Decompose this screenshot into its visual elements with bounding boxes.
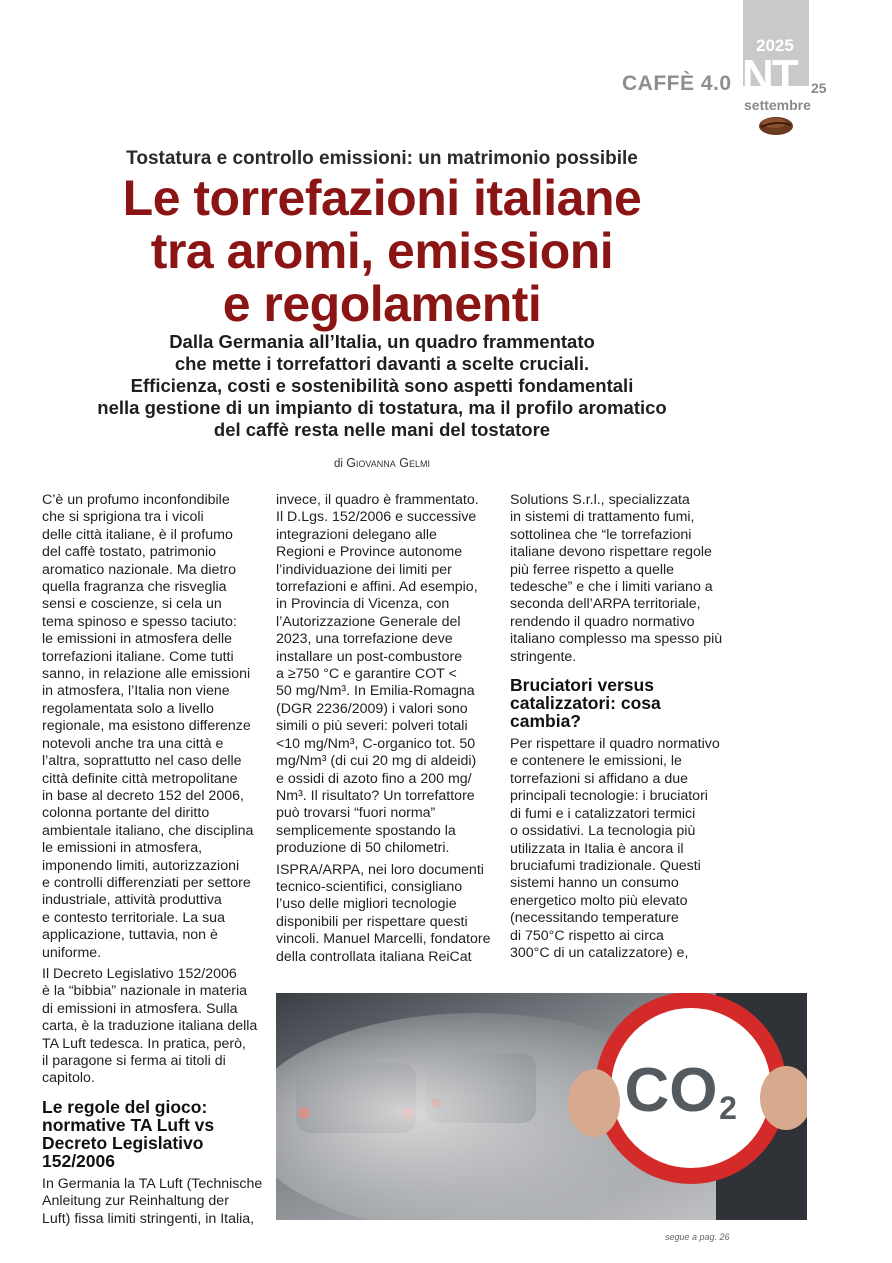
text-line: normative TA Luft vs: [42, 1114, 215, 1135]
text-line: italiane devono rispettare regole: [510, 544, 712, 561]
text-line: principali tecnologie: i bruciatori: [510, 788, 708, 805]
text-line: cambia?: [510, 711, 581, 732]
text-line: imponendo limiti, autorizzazioni: [42, 857, 240, 874]
issue-year: 2025: [756, 36, 794, 55]
paragraph: [510, 736, 732, 962]
page-number: 25: [811, 80, 827, 96]
text-line: TA Luft tedesca. In pratica, però,: [42, 1035, 246, 1052]
text-line: il paragone si ferma ai titoli di: [42, 1053, 226, 1069]
hand: [568, 1069, 620, 1137]
text-line: l’uso delle migliori tecnologie: [276, 896, 457, 913]
text-line: a ≥750 °C e garantire COT <: [276, 666, 457, 683]
text-line: Solutions S.r.l., specializzata: [510, 492, 690, 508]
text-line: di emissioni in atmosfera. Sulla: [42, 1000, 238, 1017]
paragraph: [510, 492, 732, 666]
text-line: (necessitando temperature: [510, 910, 679, 927]
deck: [60, 331, 704, 441]
paragraph: [276, 492, 498, 858]
text-line: seconda dell’ARPA territoriale,: [510, 596, 701, 613]
text-line: Luft) fissa limiti stringenti, in Italia,: [42, 1210, 255, 1227]
text-line: tedesche” e che i limiti variano a: [510, 579, 713, 596]
headline-line: tra aromi, emissioni: [150, 223, 614, 279]
text-line: disponibili per rispettare questi: [276, 913, 468, 930]
headline-line: e regolamenti: [222, 276, 542, 332]
text-line: delle città italiane, è il profumo: [42, 526, 233, 543]
text-line: e contesto territoriale. La sua: [42, 909, 225, 926]
headline-line: Le torrefazioni italiane: [122, 170, 642, 226]
text-line: (DGR 2236/2009) i valori sono: [276, 700, 468, 717]
text-line: sistemi hanno un consumo: [510, 875, 679, 892]
text-line: 2023, una torrefazione deve: [276, 631, 453, 648]
text-line: vincoli. Manuel Marcelli, fondatore: [276, 931, 491, 948]
text-line: aromatico nazionale. Ma dietro: [42, 561, 236, 578]
text-line: ambientale italiano, che disciplina: [42, 822, 254, 839]
text-line: torrefazioni italiane. Come tutti: [42, 648, 234, 665]
text-line: In Germania la TA Luft (Technische: [42, 1175, 263, 1192]
text-line: sottolinea che “le torrefazioni: [510, 526, 692, 543]
text-line: notevoli anche tra una città e: [42, 735, 224, 752]
column-1: [42, 492, 264, 1232]
byline: [0, 456, 764, 470]
text-line: <10 mg/Nm³, C-organico tot. 50: [276, 735, 476, 752]
text-line: di 750°C rispetto ai circa: [510, 927, 664, 944]
text-line: in atmosfera, l’Italia non viene: [42, 683, 230, 700]
text-line: le emissioni in atmosfera delle: [42, 631, 233, 648]
text-line: installare un post-combustore: [276, 648, 463, 665]
byline-prefix: di: [334, 458, 343, 470]
text-line: semplicemente spostando la: [276, 822, 456, 839]
text-line: Nm³. Il risultato? Un torrefattore: [276, 787, 475, 804]
text-line: è la “bibbia” nazionale in materia: [42, 983, 248, 1000]
text-line: mg/Nm³ (di cui 20 mg di aldeidi): [276, 753, 477, 770]
magazine-logo: NT: [742, 51, 797, 100]
text-line: produzione di 50 chilometri.: [276, 840, 450, 857]
text-line: può trovarsi “fuori norma”: [276, 805, 436, 822]
text-line: Il Decreto Legislativo 152/2006: [42, 965, 237, 982]
paragraph: [42, 1176, 264, 1228]
text-line: Le regole del gioco:: [42, 1096, 208, 1117]
text-line: capitolo.: [42, 1070, 95, 1087]
text-line: invece, il quadro è frammentato.: [276, 492, 479, 508]
text-line: quella fragranza che risveglia: [42, 579, 227, 596]
deck-line: Efficienza, costi e sostenibilità sono aspetti fondamentali: [130, 375, 634, 396]
text-line: Il D.Lgs. 152/2006 e successive: [276, 509, 477, 526]
text-line: che si sprigiona tra i vicoli: [42, 509, 204, 526]
text-line: le emissioni in atmosfera,: [42, 840, 203, 857]
continue-note: segue a pag. 26: [665, 1232, 730, 1242]
byline-author: Giovanna Gelmi: [346, 456, 430, 470]
text-line: e controlli differenziati per settore: [42, 874, 251, 891]
deck-line: che mette i torrefattori davanti a scelte cruciali.: [174, 353, 590, 374]
text-line: e contenere le emissioni, le: [510, 753, 682, 770]
text-line: regolamentata solo a livello: [42, 700, 214, 717]
deck-line: Dalla Germania all’Italia, un quadro frammentato: [169, 331, 595, 352]
deck-line: del caffè resta nelle mani del tostatore: [213, 419, 551, 440]
section-label: CAFFÈ 4.0: [622, 72, 732, 95]
text-line: sensi e coscienze, si cela un: [42, 596, 222, 613]
article-photo: [276, 993, 807, 1220]
text-line: sanno, in relazione alle emissioni: [42, 666, 251, 683]
text-line: torrefazioni si affidano a due: [510, 770, 688, 787]
text-line: torrefazioni e affini. Ad esempio,: [276, 579, 478, 596]
text-line: in Provincia di Vicenza, con: [276, 596, 450, 613]
paragraph: [42, 966, 264, 1088]
text-line: l’individuazione dei limiti per: [276, 561, 452, 578]
co2-sign-photo: [276, 993, 807, 1220]
text-line: Regioni e Province autonome: [276, 544, 463, 561]
subheading: [42, 1098, 264, 1170]
text-line: Per rispettare il quadro normativo: [510, 736, 720, 753]
text-line: città definite città metropolitane: [42, 770, 238, 787]
text-line: 300°C di un catalizzatore) e,: [510, 944, 689, 961]
deck-line: nella gestione di un impianto di tostatura, ma il profilo aromatico: [97, 397, 667, 418]
text-line: di fumi e i catalizzatori termici: [510, 805, 696, 822]
text-line: carta, è la traduzione italiana della: [42, 1018, 258, 1035]
text-line: più ferree rispetto a quelle: [510, 561, 675, 578]
text-line: colonna portante del diritto: [42, 805, 210, 822]
text-line: l’altra, soprattutto nel caso delle: [42, 753, 242, 770]
text-line: Decreto Legislativo: [42, 1132, 204, 1153]
text-line: in sistemi di trattamento fumi,: [510, 509, 695, 526]
text-line: rendendo il quadro normativo: [510, 613, 695, 630]
text-line: della controllata italiana ReiCat: [276, 948, 472, 965]
text-line: applicazione, tuttavia, non è: [42, 927, 218, 944]
co2-sign-text: CO: [624, 1056, 718, 1125]
text-line: industriale, attività produttiva: [42, 892, 222, 909]
issue-month: settembre: [744, 97, 811, 113]
subheading: [510, 676, 732, 730]
text-line: del caffè tostato, patrimonio: [42, 544, 217, 561]
kicker: Tostatura e controllo emissioni: un matrimonio possibile: [126, 148, 638, 169]
text-line: in base al decreto 152 del 2006,: [42, 787, 244, 804]
text-line: bruciafumi tradizionale. Questi: [510, 857, 701, 874]
co2-sign-subscript: 2: [719, 1090, 737, 1126]
text-line: Anleitung zur Reinhaltung der: [42, 1193, 229, 1210]
text-line: C’è un profumo inconfondibile: [42, 492, 230, 508]
text-line: l’Autorizzazione Generale del: [276, 613, 461, 630]
text-line: ISPRA/ARPA, nei loro documenti: [276, 861, 484, 878]
text-line: integrazioni delegano alle: [276, 526, 437, 543]
text-line: stringente.: [510, 648, 577, 665]
text-line: regionale, ma esistono differenze: [42, 718, 251, 735]
coffee-bean-icon: [758, 116, 794, 136]
column-3: [510, 492, 732, 966]
text-line: 152/2006: [42, 1150, 115, 1171]
text-line: simili o più severi: polveri totali: [276, 718, 468, 735]
text-line: italiano complesso ma spesso più: [510, 631, 723, 648]
text-line: tecnico-scientifici, consigliano: [276, 878, 463, 895]
text-line: utilizzata in Italia è ancora il: [510, 840, 684, 857]
text-line: 50 mg/Nm³. In Emilia-Romagna: [276, 683, 475, 700]
paragraph: [42, 492, 264, 962]
text-line: uniforme.: [42, 944, 102, 961]
headline: [60, 172, 704, 331]
text-line: catalizzatori: cosa: [510, 693, 661, 714]
text-line: o ossidativi. La tecnologia più: [510, 823, 696, 840]
text-line: e ossidi di azoto fino a 200 mg/: [276, 770, 472, 787]
column-2: [276, 492, 498, 970]
paragraph: [276, 862, 498, 966]
text-line: tema spinoso e spesso taciuto:: [42, 613, 237, 630]
text-line: energetico molto più elevato: [510, 892, 688, 909]
text-line: Bruciatori versus: [510, 675, 654, 696]
